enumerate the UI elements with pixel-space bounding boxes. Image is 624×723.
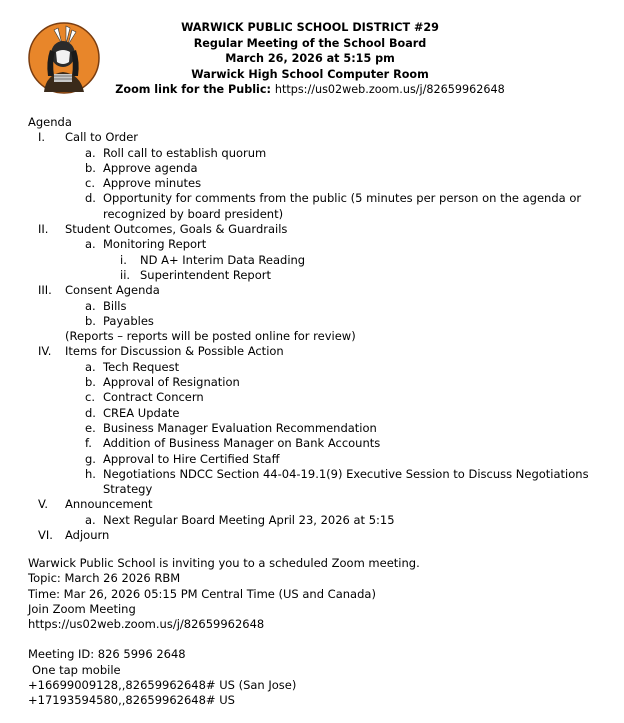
agenda-note	[28, 329, 598, 344]
subitem-numeral: i.	[120, 252, 127, 267]
district-name: WARWICK PUBLIC SCHOOL DISTRICT #29	[181, 21, 439, 34]
item-text: Approval to Hire Certified Staff	[103, 451, 280, 466]
agenda-item	[28, 513, 598, 528]
agenda-section	[28, 497, 598, 512]
section-title: Call to Order	[65, 130, 139, 145]
spacer	[28, 632, 608, 647]
item-text: Addition of Business Manager on Bank Accounts	[103, 436, 381, 451]
section-number: IV.	[38, 344, 52, 359]
section-number: I.	[38, 130, 46, 145]
agenda-item	[28, 299, 598, 314]
warrior-logo-icon	[28, 22, 100, 94]
item-letter: b.	[85, 313, 96, 328]
item-text: CREA Update	[103, 405, 180, 420]
agenda-subitem	[28, 253, 598, 268]
meeting-location: Warwick High School Computer Room	[191, 67, 429, 81]
item-text: Next Regular Board Meeting April 23, 2026 at 5:15	[103, 512, 395, 527]
section-number: VI.	[38, 528, 53, 543]
item-letter: c.	[85, 176, 95, 191]
item-text: Tech Request	[103, 359, 180, 374]
item-letter: e.	[85, 420, 96, 435]
section-title: Consent Agenda	[65, 283, 160, 298]
section-title: Student Outcomes, Goals & Guardrails	[65, 222, 288, 237]
section-title: Adjourn	[65, 528, 110, 543]
section-number: V.	[38, 497, 49, 512]
section-number: II.	[38, 222, 49, 237]
agenda-subitem	[28, 268, 598, 283]
item-letter: a.	[85, 237, 96, 252]
item-letter: g.	[85, 451, 96, 466]
agenda-item	[28, 390, 598, 405]
item-text: Monitoring Report	[103, 237, 207, 252]
item-letter: c.	[85, 390, 95, 405]
zoom-link-row	[100, 82, 520, 98]
agenda-item	[28, 314, 598, 329]
agenda-item	[28, 375, 598, 390]
zoom-link-url[interactable]: https://us02web.zoom.us/j/82659962648	[274, 83, 505, 97]
item-letter: a.	[85, 512, 96, 527]
agenda-item	[28, 360, 598, 375]
item-letter: a.	[85, 145, 96, 160]
agenda-title: Agenda	[28, 115, 72, 129]
agenda-item	[28, 146, 598, 161]
agenda-item	[28, 452, 598, 467]
meeting-date-time: March 26, 2026 at 5:15 pm	[225, 52, 395, 66]
zoom-time: Time: Mar 26, 2026 05:15 PM Central Time (US and Canada)	[28, 586, 376, 601]
item-text: Contract Concern	[103, 390, 204, 405]
section-number: III.	[38, 283, 52, 298]
section-title: Items for Discussion & Possible Action	[65, 344, 284, 359]
agenda-item	[28, 161, 598, 176]
agenda-item	[28, 436, 598, 451]
zoom-meeting-id: Meeting ID: 826 5996 2648	[28, 647, 186, 662]
agenda-list	[28, 115, 598, 543]
zoom-one-tap-label: One tap mobile	[32, 662, 121, 677]
zoom-topic: Topic: March 26 2026 RBM	[28, 571, 181, 586]
meeting-header	[100, 20, 520, 98]
section-title: Announcement	[65, 497, 153, 512]
item-letter: a.	[85, 298, 96, 313]
zoom-join-url[interactable]: https://us02web.zoom.us/j/82659962648	[28, 617, 265, 632]
item-letter: d.	[85, 405, 96, 420]
item-text: Opportunity for comments from the public (5 minutes per person on the agenda or recognized by board president)	[103, 191, 582, 221]
meeting-type: Regular Meeting of the School Board	[193, 36, 427, 50]
zoom-phone-1[interactable]: +16699009128,,82659962648# US (San Jose)	[28, 678, 297, 693]
reports-note: (Reports – reports will be posted online for review)	[65, 329, 356, 344]
zoom-link-label: Zoom link for the Public:	[115, 83, 271, 97]
zoom-phone-2[interactable]: +17193594580,,82659962648# US	[28, 693, 235, 708]
subitem-numeral: ii.	[120, 267, 131, 282]
item-letter: b.	[85, 375, 96, 390]
item-text: Payables	[103, 313, 154, 328]
agenda-section	[28, 283, 598, 298]
item-letter: f.	[85, 436, 92, 451]
agenda-item	[28, 406, 598, 421]
agenda-item	[28, 191, 598, 222]
item-text: Approve minutes	[103, 176, 202, 191]
item-text: Approval of Resignation	[103, 375, 240, 390]
agenda-section	[28, 130, 598, 145]
zoom-join-label: Join Zoom Meeting	[28, 601, 136, 616]
item-letter: d.	[85, 191, 96, 206]
subitem-text: Superintendent Report	[140, 267, 271, 282]
agenda-section	[28, 222, 598, 237]
agenda-item	[28, 467, 598, 498]
item-letter: b.	[85, 160, 96, 175]
item-letter: h.	[85, 466, 96, 481]
agenda-item	[28, 237, 598, 252]
agenda-section	[28, 528, 598, 543]
item-text: Roll call to establish quorum	[103, 145, 267, 160]
agenda-section	[28, 344, 598, 359]
subitem-text: ND A+ Interim Data Reading	[140, 252, 306, 267]
item-text: Bills	[103, 298, 127, 313]
agenda-item	[28, 421, 598, 436]
item-text: Negotiations NDCC Section 44-04-19.1(9) Executive Session to Discuss Negotiations Strategy	[103, 466, 589, 497]
zoom-invitation	[28, 556, 608, 709]
item-letter: a.	[85, 359, 96, 374]
zoom-invite-text: Warwick Public School is inviting you to a scheduled Zoom meeting.	[28, 556, 420, 570]
item-text: Business Manager Evaluation Recommendation	[103, 420, 377, 435]
agenda-item	[28, 176, 598, 191]
item-text: Approve agenda	[103, 160, 198, 175]
